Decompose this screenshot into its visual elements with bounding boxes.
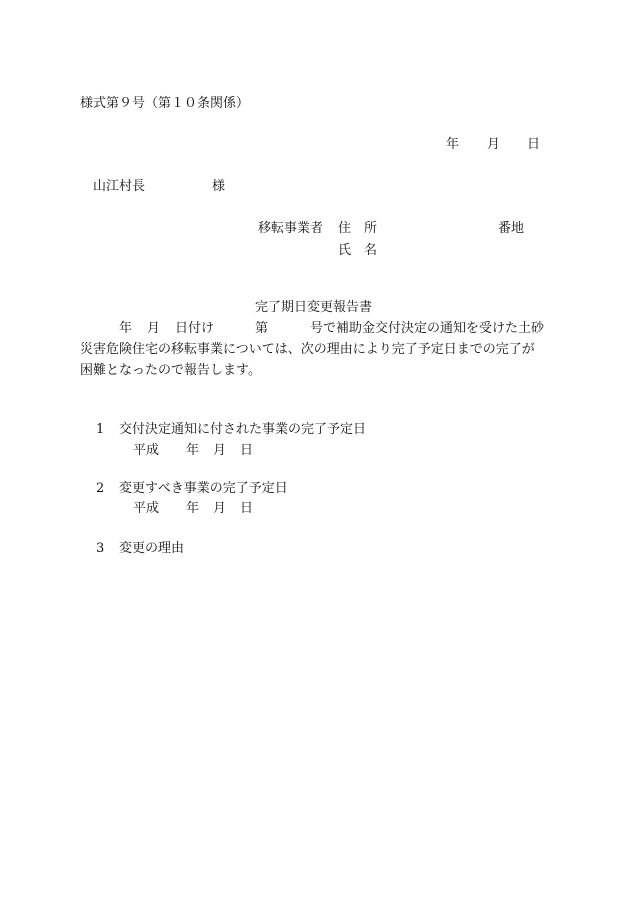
intro-dated: 日付け (175, 321, 215, 336)
addressee-honorific: 様 (212, 179, 226, 194)
document-title: 完了期日変更報告書 (255, 300, 373, 315)
applicant-address-label: 住 所 (338, 221, 378, 236)
intro-line2: 災害危険住宅の移転事業については、次の理由により完了予定日までの完了が (80, 342, 535, 357)
item-2-day: 日 (240, 501, 254, 516)
intro-dai: 第 (255, 321, 269, 336)
item-3-number: 3 (96, 541, 105, 556)
item-2-era: 平成 (133, 501, 160, 516)
item-1-day: 日 (240, 443, 254, 458)
date-month-label: 月 (487, 137, 501, 152)
intro-line1-rest: 号で補助金交付決定の通知を受けた土砂 (310, 321, 545, 336)
item-2-number: 2 (96, 481, 105, 496)
item-2-year: 年 (186, 501, 200, 516)
date-day-label: 日 (527, 137, 541, 152)
applicant-banchi: 番地 (498, 221, 525, 236)
item-2-month: 月 (213, 501, 227, 516)
item-1-number: 1 (96, 422, 105, 437)
item-1-month: 月 (213, 443, 227, 458)
addressee-name: 山江村長 (93, 179, 146, 194)
intro-line3: 困難となったので報告します。 (80, 363, 261, 378)
item-3-label: 変更の理由 (119, 541, 185, 556)
item-1-era: 平成 (133, 443, 160, 458)
intro-year: 年 (119, 321, 133, 336)
intro-month: 月 (147, 321, 161, 336)
applicant-name-label: 氏 名 (338, 243, 378, 258)
applicant-role: 移転事業者 (258, 221, 324, 236)
date-year-label: 年 (446, 137, 460, 152)
item-1-label: 交付決定通知に付された事業の完了予定日 (119, 422, 367, 437)
item-1-year: 年 (186, 443, 200, 458)
item-2-label: 変更すべき事業の完了予定日 (119, 481, 288, 496)
form-number: 様式第９号（第１０条関係） (80, 96, 250, 111)
